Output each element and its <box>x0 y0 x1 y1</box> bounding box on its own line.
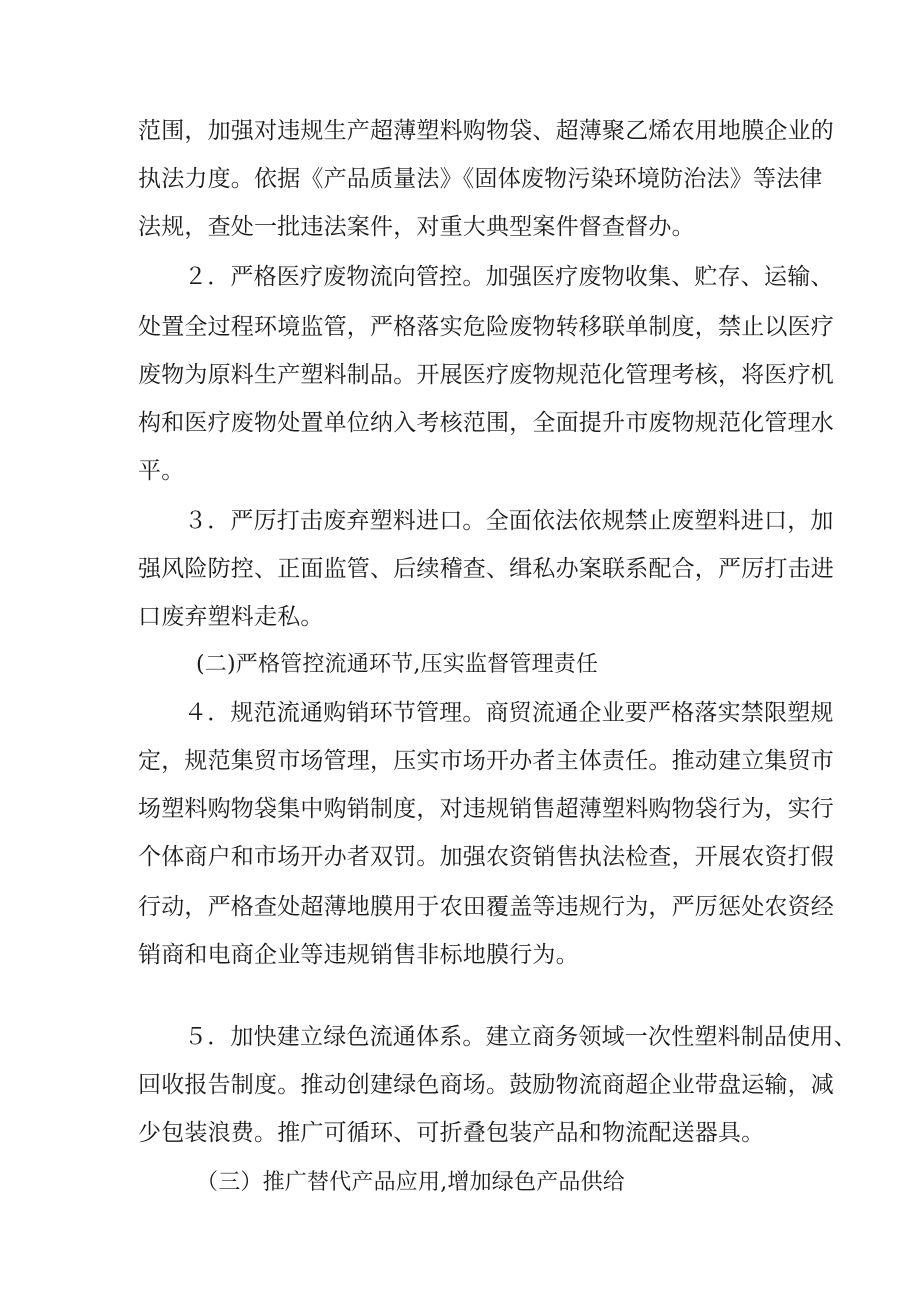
paragraph-2-first-line: ２．严格医疗废物流向管控。加强医疗废物收集、贮存、运输、 <box>184 264 834 290</box>
body-text-line: 销商和电商企业等违规销售非标地膜行为。 <box>138 942 579 968</box>
body-text-line: 口废弃塑料走私。 <box>138 604 324 630</box>
paragraph-4-first-line: ４．规范流通购销环节管理。商贸流通企业要严格落实禁限塑规 <box>184 700 834 726</box>
paragraph-5-first-line: ５．加快建立绿色流通体系。建立商务领域一次性塑料制品使用、 <box>184 1024 857 1050</box>
body-text-line: 处置全过程环境监管，严格落实危险废物转移联单制度，禁止以医疗 <box>138 314 834 340</box>
body-text-line: 构和医疗废物处置单位纳入考核范围，全面提升市废物规范化管理水 <box>138 410 834 436</box>
body-text-line: 场塑料购物袋集中购销制度，对违规销售超薄塑料购物袋行为，实行 <box>138 796 834 822</box>
body-text-line: 执法力度。依据《产品质量法》《固体废物污染环境防治法》等法律 <box>138 166 823 192</box>
body-text-line: 法规，查处一批违法案件，对重大典型案件督查督办。 <box>138 214 695 240</box>
body-text-line: 定，规范集贸市场管理，压实市场开办者主体责任。推动建立集贸市 <box>138 748 834 774</box>
body-text-line: 废物为原料生产塑料制品。开展医疗废物规范化管理考核，将医疗机 <box>138 362 834 388</box>
body-text-line: 回收报告制度。推动创建绿色商场。鼓励物流商超企业带盘运输，减 <box>138 1072 834 1098</box>
section-heading-3: （三）推广替代产品应用,增加绿色产品供给 <box>196 1170 625 1195</box>
body-text-line: 范围，加强对违规生产超薄塑料购物袋、超薄聚乙烯农用地膜企业的 <box>138 118 834 144</box>
body-text-line: 行动，严格查处超薄地膜用于农田覆盖等违规行为，严厉惩处农资经 <box>138 894 834 920</box>
body-text-line: 平。 <box>138 458 185 484</box>
body-text-line: 个体商户和市场开办者双罚。加强农资销售执法检查，开展农资打假 <box>138 844 834 870</box>
section-heading-2: (二)严格管控流通环节,压实监督管理责任 <box>196 652 599 677</box>
body-text-line: 强风险防控、正面监管、后续稽查、缉私办案联系配合，严厉打击进 <box>138 556 834 582</box>
body-text-line: 少包装浪费。推广可循环、可折叠包装产品和物流配送器具。 <box>138 1120 765 1146</box>
paragraph-3-first-line: ３．严厉打击废弃塑料进口。全面依法依规禁止废塑料进口，加 <box>184 508 834 534</box>
